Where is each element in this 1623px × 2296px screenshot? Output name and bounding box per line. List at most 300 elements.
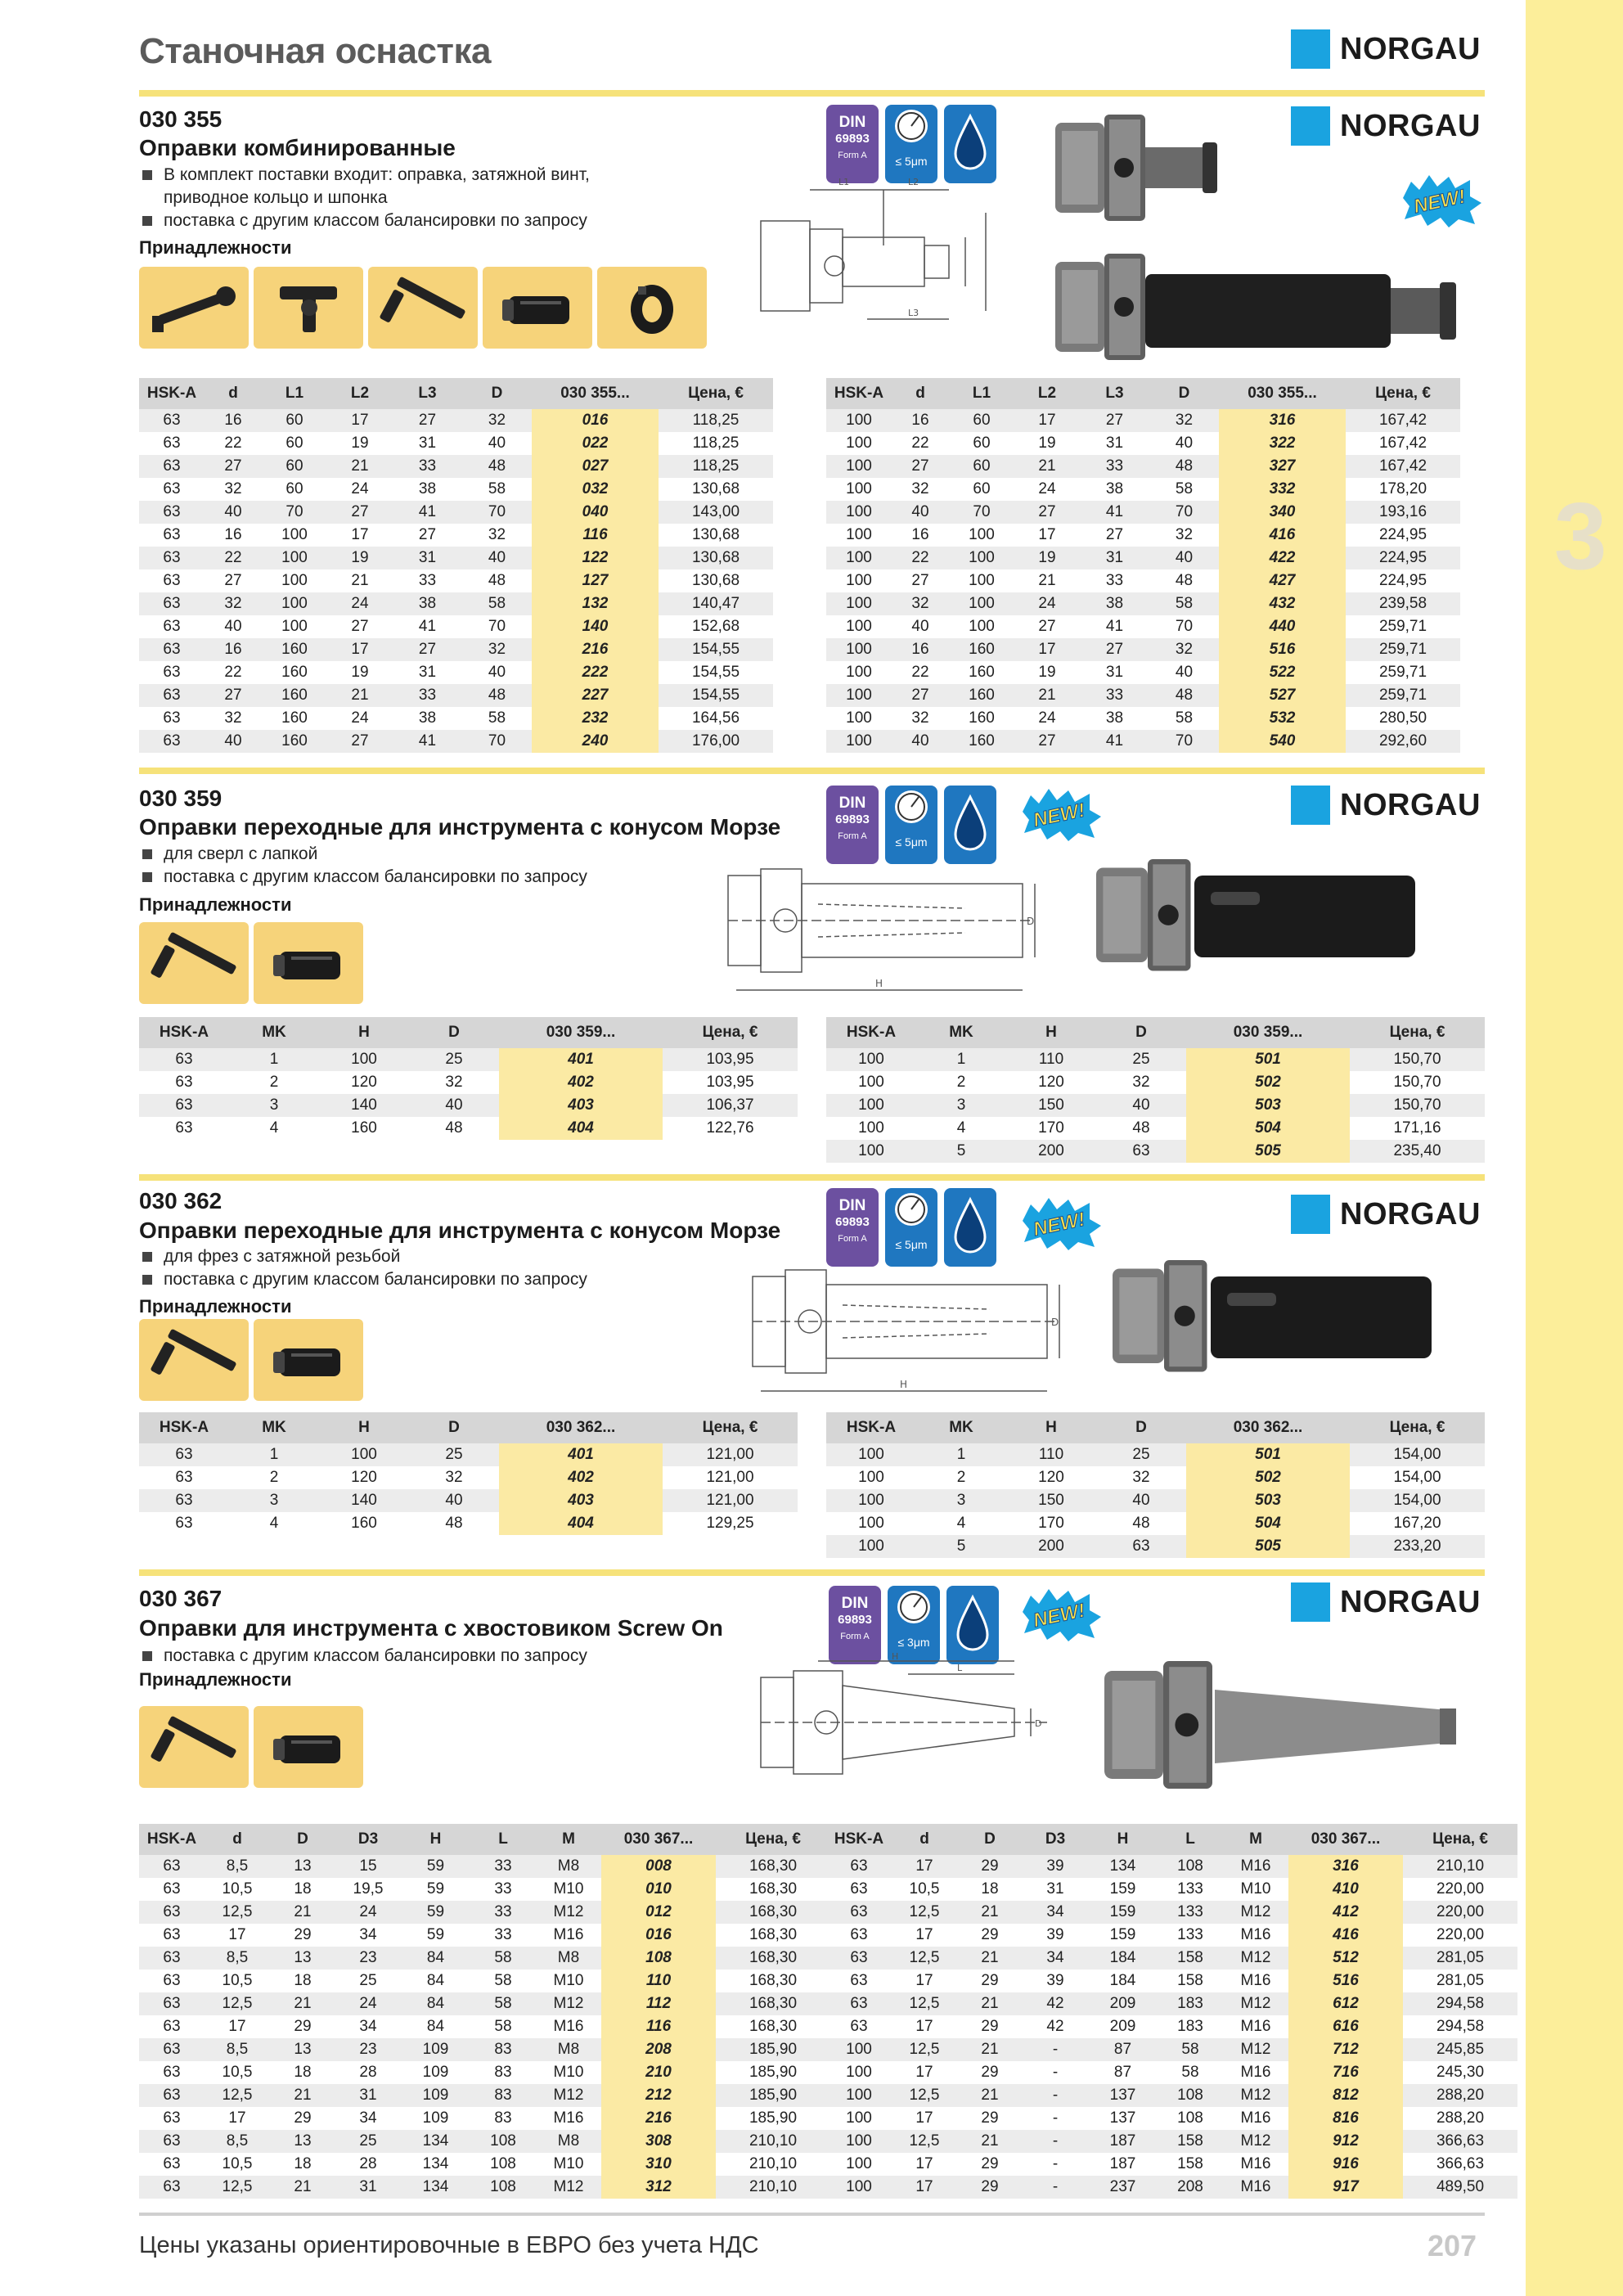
table-header-row — [826, 378, 1460, 409]
table-cell: 58 — [488, 480, 506, 497]
bullet-square-icon — [142, 872, 152, 882]
table-cell: 2 — [269, 1074, 279, 1091]
table-cell: M8 — [536, 2130, 601, 2153]
order-code-cell: 427 — [1219, 569, 1346, 592]
column-header: H — [1088, 1824, 1158, 1855]
table-cell: 21 — [957, 2038, 1023, 2061]
table-cell: 100 — [826, 592, 892, 615]
table-cell: 29 — [294, 2018, 312, 2035]
table-row — [139, 1970, 830, 1992]
table-row — [826, 1878, 1517, 1901]
table-cell: 83 — [470, 2038, 536, 2061]
table-cell: 21 — [1038, 572, 1056, 589]
table-cell: M16 — [1240, 1972, 1271, 1989]
table-row — [139, 661, 773, 684]
column-header: D — [270, 1824, 335, 1855]
order-code-cell: 310 — [601, 2153, 716, 2176]
table-cell: 134 — [1088, 1855, 1158, 1878]
table-cell: 25 — [335, 2130, 401, 2153]
table-cell: 118,25 — [659, 409, 773, 432]
column-header: 030 367... — [601, 1824, 716, 1855]
table-cell: 4 — [956, 1119, 966, 1137]
table-cell: M16 — [1240, 2109, 1271, 2127]
table-cell: 12,5 — [892, 1992, 957, 2015]
table-cell: 100 — [846, 480, 872, 497]
table-cell: 24 — [335, 1992, 401, 2015]
table-header-row — [139, 1017, 798, 1048]
accessory-screw-icon[interactable] — [254, 1706, 363, 1788]
column-header: 030 355... — [1219, 378, 1346, 409]
table-cell: 63 — [163, 2109, 181, 2127]
order-code-cell: 505 — [1186, 1140, 1350, 1163]
table-cell: 164,56 — [691, 709, 740, 727]
table-cell: 18 — [294, 2064, 312, 2081]
table-cell: M10 — [553, 1880, 584, 1898]
table-cell: 100 — [826, 684, 892, 707]
order-code-cell: 308 — [601, 2130, 716, 2153]
table-row — [139, 1048, 798, 1071]
table-cell: 23 — [335, 1947, 401, 1970]
table-cell: M16 — [1223, 2176, 1288, 2199]
table-cell: 168,30 — [716, 1901, 830, 1924]
table-cell: 27 — [327, 730, 393, 753]
table-cell: 103,95 — [706, 1074, 754, 1091]
column-header: D — [957, 1824, 1023, 1855]
table-cell: 63 — [139, 409, 205, 432]
table-row — [826, 569, 1460, 592]
table-cell: 21 — [270, 1901, 335, 1924]
table-cell: 25 — [1096, 1048, 1186, 1071]
table-cell: 100 — [846, 2109, 872, 2127]
table-row — [826, 547, 1460, 569]
bullet-square-icon — [142, 170, 152, 180]
table-cell: 32 — [1132, 1469, 1150, 1486]
table-cell: M12 — [1223, 2084, 1288, 2107]
table-cell: 32 — [1132, 1074, 1150, 1091]
table-cell: 100 — [826, 1048, 916, 1071]
table-cell: - — [1052, 2064, 1059, 2081]
svg-text:H: H — [892, 1653, 899, 1662]
order-code-cell: 401 — [499, 1048, 663, 1071]
table-cell: 210,10 — [1403, 1855, 1517, 1878]
table-cell: 27 — [892, 455, 949, 478]
section-title: Оправки для инструмента с хвостовиком Screw On — [139, 1615, 723, 1641]
table-cell: 21 — [270, 1992, 335, 2015]
table-cell: 18 — [294, 1972, 312, 1989]
table-cell: 133 — [1177, 1880, 1203, 1898]
table-row — [139, 730, 773, 753]
table-row — [139, 638, 773, 661]
table-row — [826, 592, 1460, 615]
accessory-screw-icon[interactable] — [483, 267, 592, 349]
table-cell: 17 — [915, 2155, 933, 2172]
column-header: L3 — [1080, 378, 1149, 409]
table-cell: 41 — [393, 501, 462, 524]
table-cell: 17 — [915, 1972, 933, 1989]
order-code-cell: 210 — [601, 2061, 716, 2084]
order-code-cell: 502 — [1186, 1466, 1350, 1489]
price-table — [139, 378, 773, 753]
table-cell: 32 — [911, 480, 929, 497]
table-cell: M12 — [1223, 1947, 1288, 1970]
table-cell: 83 — [494, 2064, 512, 2081]
table-cell: 60 — [949, 455, 1014, 478]
svg-text:L3: L3 — [908, 308, 919, 318]
table-cell: 58 — [1175, 709, 1194, 727]
table-cell: 63 — [1096, 1140, 1186, 1163]
table-cell: 12,5 — [892, 2130, 957, 2153]
product-photo — [1096, 1645, 1464, 1820]
table-cell: 41 — [418, 618, 437, 635]
table-cell: 25 — [359, 1972, 377, 1989]
table-cell: 48 — [1149, 684, 1219, 707]
table-cell: 33 — [470, 1901, 536, 1924]
table-cell: 109 — [401, 2038, 470, 2061]
table-cell: 27 — [205, 455, 262, 478]
column-header: L — [1158, 1824, 1223, 1855]
accessory-hkey-icon[interactable] — [368, 267, 478, 349]
table-cell: 154,00 — [1350, 1489, 1485, 1512]
table-cell: 158 — [1158, 2130, 1223, 2153]
column-header: HSK-A — [826, 1824, 892, 1855]
table-cell: 31 — [1046, 1880, 1064, 1898]
accessory-hkey-icon[interactable] — [139, 1706, 249, 1788]
order-code-cell: 012 — [601, 1901, 716, 1924]
order-code-cell: 108 — [601, 1947, 716, 1970]
table-cell: 27 — [393, 638, 462, 661]
table-row — [826, 1947, 1517, 1970]
accessory-wrench-icon[interactable] — [139, 267, 249, 349]
table-cell: 48 — [1149, 455, 1219, 478]
table-cell: 63 — [826, 1992, 892, 2015]
table-cell: 220,00 — [1403, 1901, 1517, 1924]
table-row — [826, 1535, 1485, 1558]
table-cell: 63 — [163, 572, 181, 589]
table-cell: 63 — [1096, 1535, 1186, 1558]
column-header: HSK-A — [826, 378, 892, 409]
table-cell: 40 — [409, 1094, 499, 1117]
column-header: Цена, € — [659, 378, 773, 409]
table-cell: 220,00 — [1436, 1880, 1485, 1898]
table-row — [139, 547, 773, 569]
table-cell: 29 — [294, 1926, 312, 1943]
table-cell: 200 — [1006, 1535, 1096, 1558]
table-cell: 209 — [1088, 1992, 1158, 2015]
table-row — [139, 432, 773, 455]
table-row — [826, 1924, 1517, 1947]
table-row — [139, 1094, 798, 1117]
table-cell: 100 — [858, 1469, 884, 1486]
table-cell: 100 — [826, 1535, 916, 1558]
table-cell: 294,58 — [1403, 1992, 1517, 2015]
column-header: 030 362... — [499, 1412, 663, 1443]
table-cell: 63 — [139, 730, 205, 753]
table-cell: 34 — [1023, 1901, 1088, 1924]
column-header: Цена, € — [1403, 1824, 1517, 1855]
table-cell: 12,5 — [205, 2084, 270, 2107]
table-cell: 224,95 — [1378, 572, 1427, 589]
table-cell: 84 — [426, 2018, 445, 2035]
table-cell: M12 — [1223, 1992, 1288, 2015]
table-cell: 17 — [892, 2176, 957, 2199]
divider — [139, 90, 1485, 97]
table-row — [826, 638, 1460, 661]
accessories-label: Принадлежности — [139, 237, 292, 258]
table-cell: 70 — [488, 618, 506, 635]
table-row — [139, 615, 773, 638]
table-cell: 63 — [850, 1972, 868, 1989]
table-row — [826, 661, 1460, 684]
table-cell: 13 — [270, 1855, 335, 1878]
table-row — [826, 1071, 1485, 1094]
feature-bullet: поставка с другим классом балансировки по запросу — [139, 1645, 587, 1668]
table-cell: 100 — [949, 592, 1014, 615]
table-cell: 24 — [1038, 709, 1056, 727]
table-cell: 168,30 — [716, 1947, 830, 1970]
table-cell: 21 — [270, 2176, 335, 2199]
dial-icon — [885, 105, 937, 151]
table-cell: 58 — [1158, 2038, 1223, 2061]
table-cell: 33 — [1105, 572, 1124, 589]
table-cell: 4 — [956, 1515, 966, 1532]
table-row — [826, 615, 1460, 638]
table-cell: 33 — [470, 1855, 536, 1878]
table-cell: 63 — [163, 526, 181, 543]
table-cell: 1 — [229, 1048, 319, 1071]
table-cell: 24 — [1014, 592, 1080, 615]
table-cell: 19 — [1014, 547, 1080, 569]
column-header: L2 — [327, 378, 393, 409]
table-cell: 48 — [1132, 1515, 1150, 1532]
accessory-ring-icon[interactable] — [597, 267, 707, 349]
table-cell: 4 — [269, 1515, 279, 1532]
table-row — [139, 1947, 830, 1970]
accessory-hkey-icon[interactable] — [139, 922, 249, 1004]
table-cell: 84 — [401, 1947, 470, 1970]
table-cell: 63 — [139, 1855, 205, 1878]
table-cell: 100 — [281, 526, 308, 543]
table-cell: 294,58 — [1436, 2018, 1485, 2035]
order-code-cell: 416 — [1219, 524, 1346, 547]
accessory-tkey-icon[interactable] — [254, 267, 363, 349]
column-header: L1 — [262, 378, 327, 409]
table-row — [826, 707, 1460, 730]
table-cell: 63 — [826, 1855, 892, 1878]
table-cell: 21 — [1014, 455, 1080, 478]
table-cell: 2 — [269, 1469, 279, 1486]
table-cell: 87 — [1088, 2038, 1158, 2061]
column-header: HSK-A — [139, 378, 205, 409]
table-cell: 19 — [327, 547, 393, 569]
chapter-number: 3 — [1553, 483, 1607, 589]
table-cell: 40 — [1096, 1489, 1186, 1512]
column-header: Цена, € — [663, 1017, 798, 1048]
balance-badge: ≤ 5μm — [885, 105, 937, 183]
table-cell: 170 — [1038, 1515, 1064, 1532]
table-cell: - — [1023, 2130, 1088, 2153]
table-cell: 100 — [846, 572, 872, 589]
technical-drawing — [744, 1260, 1072, 1402]
table-cell: 237 — [1088, 2176, 1158, 2199]
table-cell: 48 — [445, 1119, 463, 1137]
new-badge — [1014, 1586, 1104, 1646]
table-cell: 25 — [409, 1443, 499, 1466]
order-code-cell: 412 — [1288, 1901, 1403, 1924]
order-code-cell: 540 — [1219, 730, 1346, 753]
table-cell: 63 — [163, 1926, 181, 1943]
table-cell: 8,5 — [205, 2038, 270, 2061]
table-cell: 159 — [1109, 1926, 1136, 1943]
table-cell: 120 — [351, 1074, 377, 1091]
price-table — [139, 1017, 798, 1140]
table-cell: 100 — [969, 618, 995, 635]
table-cell: 28 — [359, 2155, 377, 2172]
table-cell: 29 — [957, 1855, 1023, 1878]
table-cell: 63 — [139, 2130, 205, 2153]
table-cell: 121,00 — [663, 1489, 798, 1512]
order-code-cell: 917 — [1288, 2176, 1403, 2199]
order-code-cell: 404 — [499, 1117, 663, 1140]
table-cell: M10 — [553, 2064, 584, 2081]
table-cell: 27 — [1105, 526, 1124, 543]
table-cell: - — [1052, 2155, 1059, 2172]
table-cell: 32 — [1175, 526, 1194, 543]
table-cell: 63 — [163, 480, 181, 497]
table-row — [139, 1878, 830, 1901]
table-row — [139, 592, 773, 615]
dial-icon — [885, 1188, 937, 1235]
order-code-cell: 403 — [499, 1489, 663, 1512]
table-cell: 17 — [915, 2064, 933, 2081]
table-row — [826, 1855, 1517, 1878]
column-header: Цена, € — [663, 1412, 798, 1443]
order-code-cell: 122 — [532, 547, 659, 569]
order-code-cell: 504 — [1186, 1117, 1350, 1140]
table-cell: 108 — [490, 2155, 516, 2172]
order-code-cell: 416 — [1288, 1924, 1403, 1947]
table-cell: 34 — [359, 2109, 377, 2127]
table-cell: 4 — [269, 1119, 279, 1137]
column-header: d — [205, 378, 262, 409]
table-cell: 31 — [1080, 547, 1149, 569]
table-cell: 366,63 — [1436, 2155, 1485, 2172]
table-cell: M16 — [553, 2018, 584, 2035]
table-cell: 21 — [957, 2130, 1023, 2153]
table-cell: 12,5 — [892, 2084, 957, 2107]
table-cell: 16 — [911, 526, 929, 543]
table-cell: 63 — [139, 2038, 205, 2061]
table-cell: 3 — [229, 1489, 319, 1512]
order-code-cell: 222 — [532, 661, 659, 684]
table-row — [826, 2015, 1517, 2038]
dial-icon — [888, 1586, 940, 1632]
table-row — [139, 1992, 830, 2015]
balance-badge: ≤ 3μm — [888, 1586, 940, 1664]
table-cell: 159 — [1088, 1901, 1158, 1924]
table-cell: 292,60 — [1346, 730, 1460, 753]
table-cell: 29 — [981, 2109, 999, 2127]
table-cell: 120 — [1038, 1469, 1064, 1486]
table-cell: 48 — [462, 684, 532, 707]
table-cell: 366,63 — [1403, 2130, 1517, 2153]
table-cell: 38 — [418, 709, 437, 727]
table-cell: 17 — [228, 1926, 246, 1943]
table-cell: 22 — [911, 664, 929, 681]
column-header: HSK-A — [826, 1412, 916, 1443]
table-cell: 63 — [826, 1901, 892, 1924]
accessories-label: Принадлежности — [139, 894, 292, 915]
order-code-cell: 402 — [499, 1466, 663, 1489]
column-header: Цена, € — [1346, 378, 1460, 409]
accessory-hkey-icon[interactable] — [139, 1319, 249, 1401]
table-row — [139, 2015, 830, 2038]
table-cell: 16 — [892, 409, 949, 432]
table-cell: 100 — [846, 2155, 872, 2172]
table-cell: 150 — [1006, 1094, 1096, 1117]
table-cell: 2 — [956, 1074, 966, 1091]
column-header: L1 — [949, 378, 1014, 409]
accessory-screw-icon[interactable] — [254, 922, 363, 1004]
order-code-cell: 716 — [1288, 2061, 1403, 2084]
order-code-cell: 616 — [1288, 2015, 1403, 2038]
table-cell: 8,5 — [205, 1947, 270, 1970]
table-cell: 32 — [892, 592, 949, 615]
table-cell: 40 — [1175, 664, 1194, 681]
table-cell: 140,47 — [659, 592, 773, 615]
table-cell: 32 — [224, 480, 242, 497]
table-cell: 224,95 — [1346, 547, 1460, 569]
table-cell: 158 — [1158, 1947, 1223, 1970]
order-code-cell: 116 — [532, 524, 659, 547]
column-header: MK — [916, 1412, 1006, 1443]
table-cell: 100 — [846, 526, 872, 543]
table-cell: 100 — [826, 1489, 916, 1512]
table-cell: 17 — [351, 526, 369, 543]
table-cell: 187 — [1109, 2155, 1136, 2172]
table-cell: 63 — [163, 1880, 181, 1898]
table-cell: 170 — [1038, 1119, 1064, 1137]
table-cell: 100 — [826, 501, 892, 524]
table-cell: M16 — [553, 1926, 584, 1943]
order-code-cell: 404 — [499, 1512, 663, 1535]
table-cell: 150 — [1006, 1489, 1096, 1512]
table-cell: 100 — [281, 618, 308, 635]
brand-logo: NORGAU — [1291, 106, 1481, 146]
product-photo — [1088, 843, 1432, 993]
din-badge: DIN 69893 Form A — [826, 105, 879, 183]
table-cell: 158 — [1177, 1972, 1203, 1989]
column-header: D — [462, 378, 532, 409]
table-cell: 110 — [1006, 1443, 1096, 1466]
table-cell: 58 — [1175, 480, 1194, 497]
column-header: M — [1223, 1824, 1288, 1855]
table-row — [826, 2107, 1517, 2130]
section-title: Оправки комбинированные — [139, 135, 456, 160]
table-cell: 58 — [1149, 592, 1219, 615]
table-cell: 130,68 — [691, 526, 740, 543]
logo-square-icon — [1291, 1582, 1330, 1622]
din-badge: DIN 69893 Form A — [826, 1188, 879, 1267]
drop-icon — [944, 1188, 996, 1271]
table-row — [139, 2061, 830, 2084]
table-cell: 40 — [1149, 547, 1219, 569]
table-cell: 118,25 — [692, 434, 740, 452]
column-header: D3 — [1023, 1824, 1088, 1855]
accessory-screw-icon[interactable] — [254, 1319, 363, 1401]
order-code-cell: 522 — [1219, 661, 1346, 684]
table-cell: 24 — [327, 592, 393, 615]
table-cell: 63 — [163, 2018, 181, 2035]
